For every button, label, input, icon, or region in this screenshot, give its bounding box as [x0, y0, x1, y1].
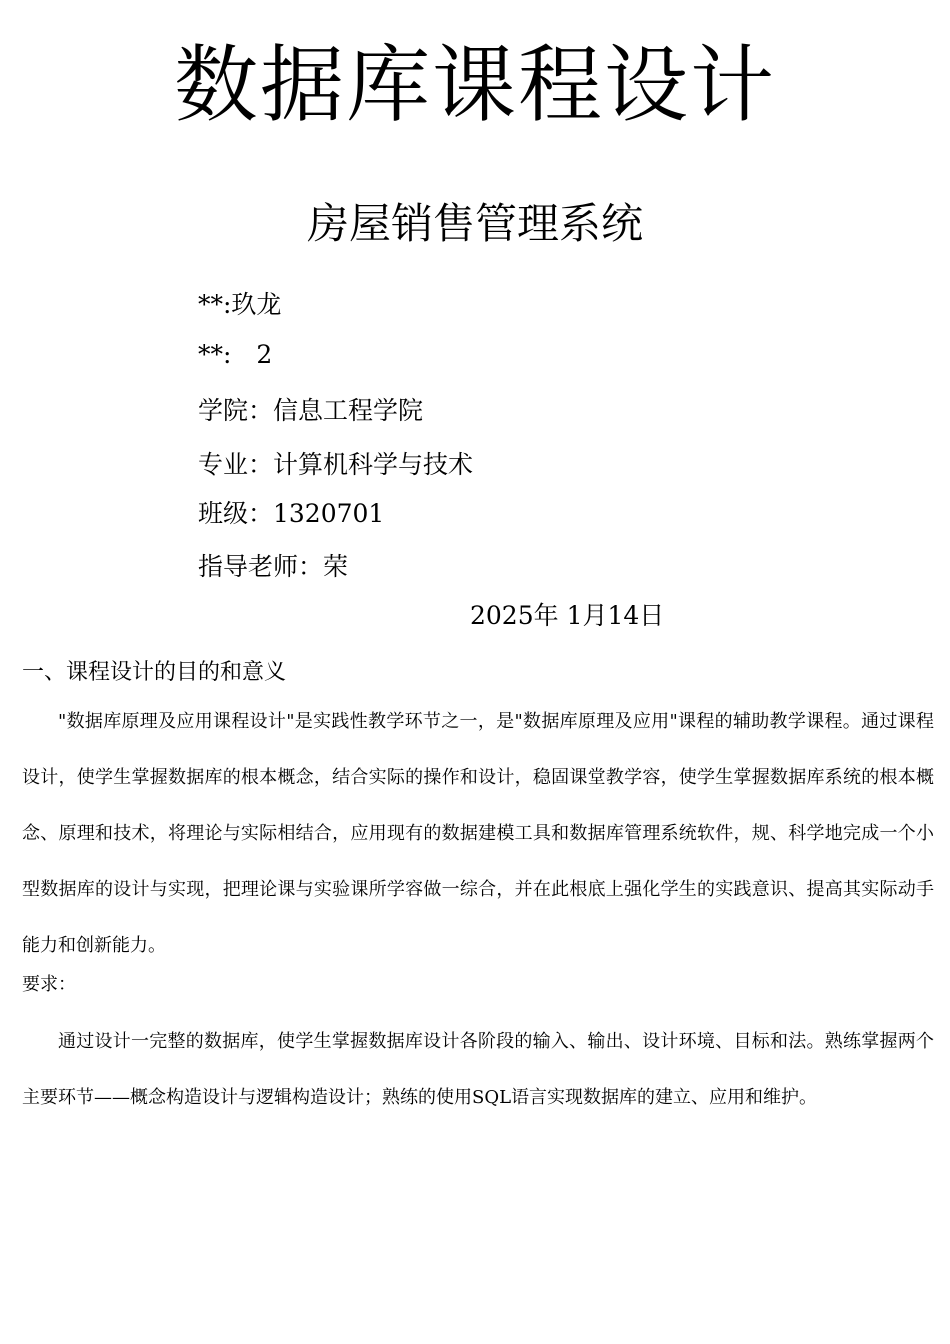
college: 学院：信息工程学院	[198, 396, 424, 425]
author-name: **:玖龙	[198, 290, 282, 319]
section-heading: 一、课程设计的目的和意义	[22, 660, 287, 685]
requirements-paragraph: 通过设计一完整的数据库，使学生掌握数据库设计各阶段的输入、输出、设计环境、目标和法。熟练掌握两个主要环节——概念构造设计与逻辑构造设计；熟练的使用SQL语言实现数据库的建立、应用和维护。	[22, 1031, 934, 1108]
requirements-label: 要求：	[22, 974, 76, 995]
student-number: **: 2	[198, 340, 273, 369]
major: 专业：计算机科学与技术	[198, 450, 474, 479]
main-title: 数据库课程设计	[173, 36, 776, 134]
date: 2025年 1月14日	[470, 601, 665, 630]
class: 班级：1320701	[198, 499, 385, 528]
purpose-paragraph: "数据库原理及应用课程设计"是实践性教学环节之一，是"数据库原理及应用"课程的辅助教学课程。通过课程设计，使学生掌握数据库的根本概念，结合实际的操作和设计，稳固课堂教学容，使学生掌握数据库系统的根本概念、原理和技术，将理论与实际相结合，应用现有的数据建模工具和数据库管理系统软件，规、科学地完成一个小型数据库的设计与实现，把理论课与实验课所学容做一综合，并在此根底上强化学生的实践意识、提高其实际动手能力和创新能力。	[22, 711, 934, 956]
subtitle: 房屋销售管理系统	[306, 199, 643, 248]
advisor: 指导老师：荣	[198, 552, 349, 581]
